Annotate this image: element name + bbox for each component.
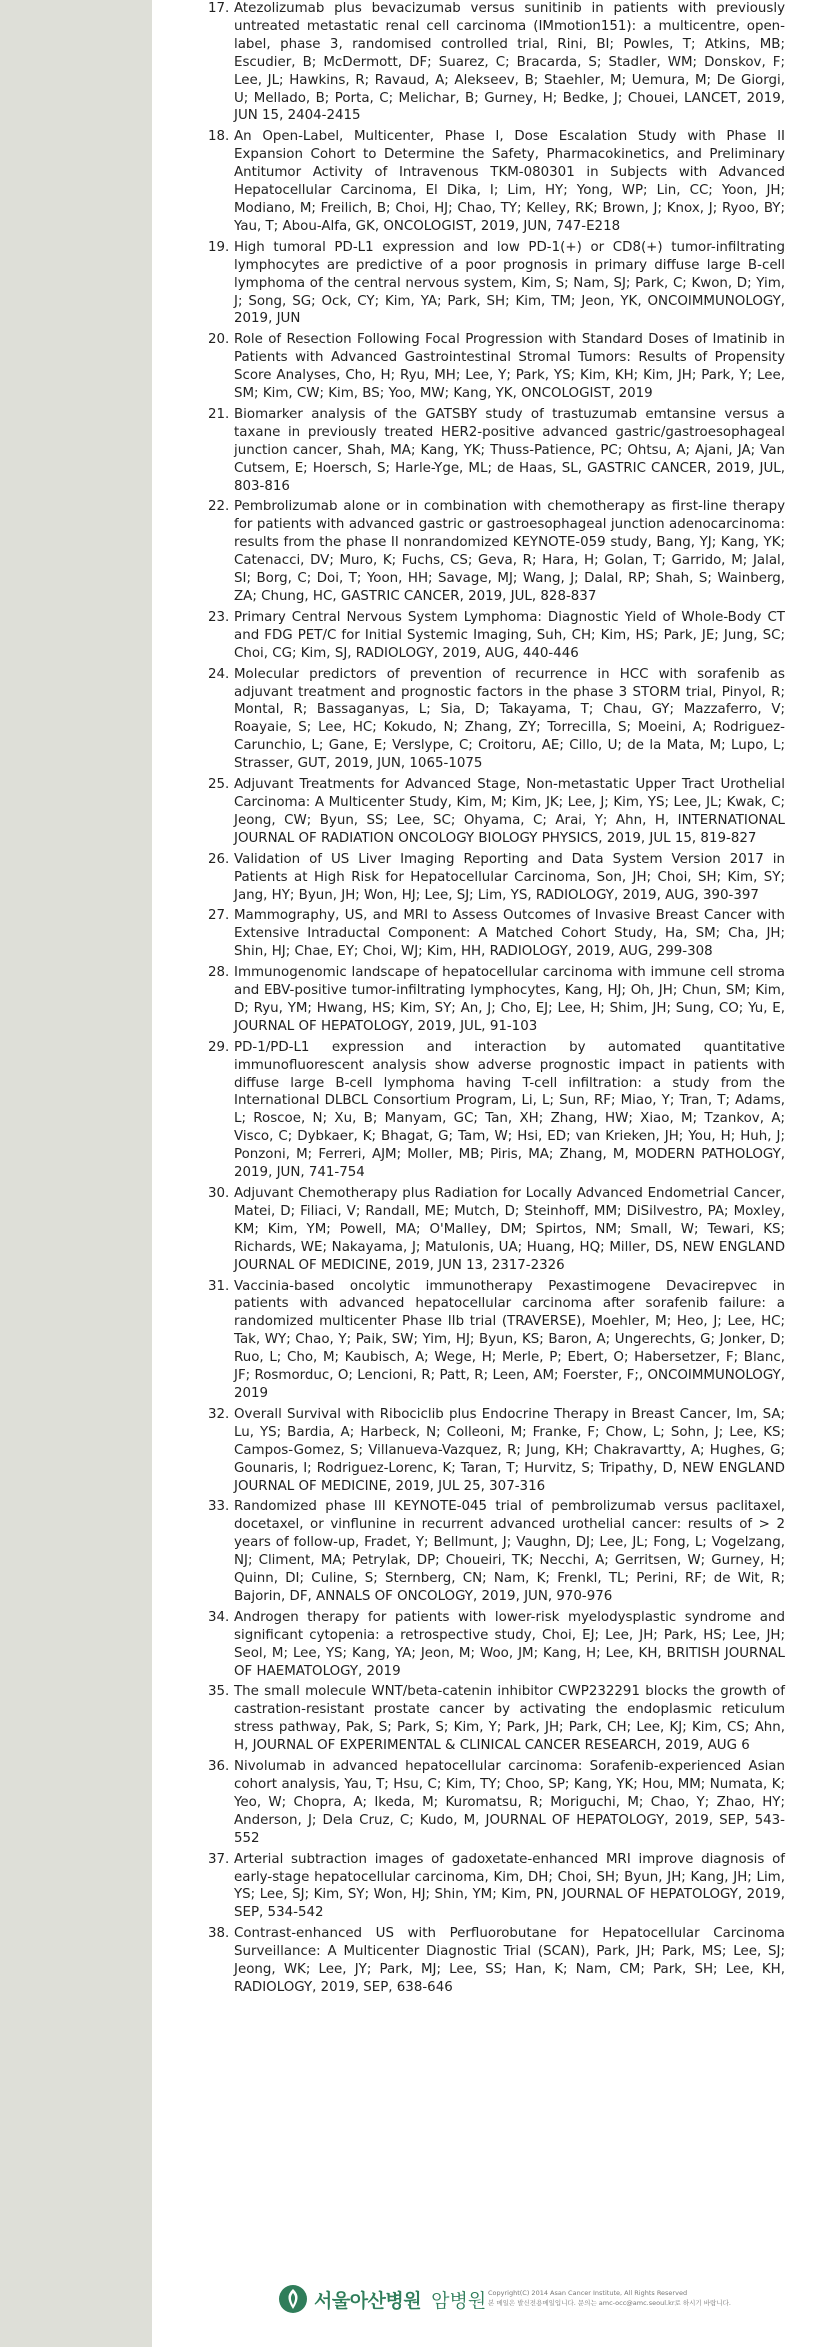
publication-citation: Randomized phase III KEYNOTE-045 trial of pembrolizumab versus paclitaxel, docetaxel, or vinflunine in recurrent advanced urothelial cancer: results of > 2 years of follow-up, Fradet, Y; Bellmunt, J; Vaughn, DJ; Lee, JL; Fong, L; Vogelzang, NJ; Climent, MA; Petrylak, DP; Choueiri, TK; Necchi, A; Gerritsen, W; Gurney, H; Quinn, DI; Culine, S; Sternberg, CN; Nam, K; Frenkl, TL; Perini, RF; de Wit, R; Bajorin, DF, ANNALS OF ONCOLOGY, 2019, JUN, 970-976: [234, 1499, 785, 1604]
publication-number: 33.: [208, 1499, 230, 1515]
publication-citation: Adjuvant Chemotherapy plus Radiation for Locally Advanced Endometrial Cancer, Matei, D; Filiaci, V; Randall, ME; Mutch, D; Steinhoff, MM; DiSilvestro, PA; Moxley, KM; Kim, YM; Powell, MA; O'Malley, DM; Spirtos, NM; Small, W; Tewari, KS; Richards, WE; Nakayama, J; Matulonis, UA; Huang, HQ; Miller, DS, NEW ENGLAND JOURNAL OF MEDICINE, 2019, JUN 13, 2317-2326: [234, 1186, 785, 1273]
publication-citation: The small molecule WNT/beta-catenin inhibitor CWP232291 blocks the growth of castration-resistant prostate cancer by activating the endoplasmic reticulum stress pathway, Pak, S; Park, S; Kim, Y; Park, JH; Park, CH; Lee, KJ; Kim, CS; Ahn, H, JOURNAL OF EXPERIMENTAL & CLINICAL CANCER RESEARCH, 2019, AUG 6: [234, 1684, 785, 1754]
publication-number: 38.: [208, 1926, 230, 1942]
publication-item: [208, 406, 785, 496]
publication-citation: Immunogenomic landscape of hepatocellular carcinoma with immune cell stroma and EBV-positive tumor-infiltrating lymphocytes, Kang, HJ; Oh, JH; Chun, SM; Kim, D; Ryu, YM; Hwang, HS; Kim, SY; An, J; Cho, EJ; Lee, H; Shim, JH; Sung, CO; Yu, E, JOURNAL OF HEPATOLOGY, 2019, JUL, 91-103: [234, 965, 785, 1034]
publication-number: 30.: [208, 1186, 230, 1201]
publication-citation: An Open-Label, Multicenter, Phase I, Dose Escalation Study with Phase II Expansion Cohort to Determine the Safety, Pharmacokinetics, and Preliminary Antitumor Activity of Intravenous TKM-080301 in Subjects with Advanced Hepatocellular Carcinoma, El Dika, I; Lim, HY; Yong, WP; Lin, CC; Yoon, JH; Modiano, M; Freilich, B; Choi, HJ; Chao, TY; Kelley, RK; Brown, J; Knox, J; Ryoo, BY; Yau, T; Abou-Alfa, GK, ONCOLOGIST, 2019, JUN, 747-E218: [234, 129, 785, 234]
publication-item: [208, 1039, 785, 1182]
publication-citation: Arterial subtraction images of gadoxetate-enhanced MRI improve diagnosis of early-stage hepatocellular carcinoma, Kim, DH; Choi, SH; Byun, JH; Kang, JH; Lim, YS; Lee, SJ; Kim, SY; Won, HJ; Shin, YM; Kim, PN, JOURNAL OF HEPATOLOGY, 2019, SEP, 534-542: [234, 1851, 785, 1921]
publication-citation: Role of Resection Following Focal Progression with Standard Doses of Imatinib in Patients with Advanced Gastrointestinal Stromal Tumors: Results of Propensity Score Analyses, Cho, H; Ryu, MH; Lee, Y; Park, YS; Kim, KH; Kim, JH; Park, Y; Lee, SM; Kim, CW; Kim, BS; Yoo, MW; Kang, YK, ONCOLOGIST, 2019: [234, 332, 785, 402]
publication-item: [208, 1406, 785, 1496]
publication-citation: Molecular predictors of prevention of recurrence in HCC with sorafenib as adjuvant treatment and prognostic factors in the phase 3 STORM trial, Pinyol, R; Montal, R; Bassaganyas, L; Sia, D; Takayama, T; Chau, GY; Mazzaferro, V; Roayaie, S; Lee, HC; Kokudo, N; Zhang, ZY; Torrecilla, S; Moeini, A; Rodriguez-Carunchio, L; Gane, E; Verslype, C; Croitoru, AE; Cillo, U; de la Mata, M; Lupo, L; Strasser, GUT, 2019, JUN, 1065-1075: [234, 666, 785, 772]
publication-number: 19.: [208, 239, 230, 255]
publication-citation: Adjuvant Treatments for Advanced Stage, Non-metastatic Upper Tract Urothelial Carcinoma: A Multicenter Study, Kim, M; Kim, JK; Lee, J; Kim, YS; Lee, JL; Kwak, C; Jeong, CW; Byun, SS; Lee, SC; Ohyama, C; Arai, Y; Ahn, H, INTERNATIONAL JOURNAL OF RADIATION ONCOLOGY BIOLOGY PHYSICS, 2019, JUL 15, 819-827: [234, 777, 785, 846]
publication-citation: Androgen therapy for patients with lower-risk myelodysplastic syndrome and significant cytopenia: a retrospective study, Choi, EJ; Lee, JH; Park, HS; Lee, JH; Seol, M; Lee, YS; Kang, YA; Jeon, M; Woo, JM; Kang, H; Lee, KH, BRITISH JOURNAL OF HAEMATOLOGY, 2019: [234, 1609, 785, 1679]
publication-citation: Mammography, US, and MRI to Assess Outcomes of Invasive Breast Cancer with Extensive Intraductal Component: A Matched Cohort Study, Ha, SM; Cha, JH; Shin, HJ; Chae, EY; Choi, WJ; Kim, HH, RADIOLOGY, 2019, AUG, 299-308: [234, 908, 785, 960]
publication-item: [208, 609, 785, 663]
publication-number: 34.: [208, 1609, 230, 1625]
publication-citation: Biomarker analysis of the GATSBY study of trastuzumab emtansine versus a taxane in previously treated HER2-positive advanced gastric/gastroesophageal junction cancer, Shah, MA; Kang, YK; Thuss-Patience, PC; Ohtsu, A; Ajani, JA; Van Cutsem, E; Hoersch, S; Harle-Yge, ML; de Haas, SL, GASTRIC CANCER, 2019, JUL, 803-816: [234, 406, 785, 494]
publication-item: [208, 0, 785, 125]
publication-item: [208, 907, 785, 961]
publication-number: 25.: [208, 777, 230, 793]
document-body: [152, 0, 840, 2347]
publication-number: 29.: [208, 1039, 230, 1055]
publication-citation: High tumoral PD-L1 expression and low PD-1(+) or CD8(+) tumor-infiltrating lymphocytes are predictive of a poor prognosis in primary diffuse large B-cell lymphoma of the central nervous system, Kim, S; Nam, SJ; Park, C; Kwon, D; Yim, J; Song, SG; Ock, CY; Kim, YA; Park, SH; Kim, TM; Jeon, YK, ONCOIMMUNOLOGY, 2019, JUN: [234, 239, 785, 327]
logo-subtitle: 암병원: [431, 2289, 487, 2312]
copyright-line-1: Copyright(C) 2014 Asan Cancer Institute, All Rights Reserved: [488, 2289, 688, 2297]
left-margin-band: [0, 0, 152, 2347]
publication-number: 36.: [208, 1759, 230, 1775]
publication-item: [208, 776, 785, 848]
publication-number: 21.: [208, 406, 230, 422]
publication-number: 31.: [208, 1278, 230, 1294]
publication-citation: Vaccinia-based oncolytic immunotherapy Pexastimogene Devacirepvec in patients with advanced hepatocellular carcinoma after sorafenib failure: a randomized multicenter Phase IIb trial (TRAVERSE), Moehler, M; Heo, J; Lee, HC; Tak, WY; Chao, Y; Paik, SW; Yim, HJ; Byun, KS; Baron, A; Ungerechts, G; Jonker, D; Ruo, L; Cho, M; Kaubisch, A; Wege, H; Merle, P; Ebert, O; Habersetzer, F; Blanc, JF; Rosmorduc, O; Lencioni, R; Patt, R; Leen, AM; Foerster, F;, ONCOIMMUNOLOGY, 2019: [234, 1278, 785, 1401]
publication-item: [208, 1758, 785, 1848]
copyright-line-2: 본 메일은 발신전용메일입니다. 문의는 amc-occ@amc.seoul.kr로 하시기 바랍니다.: [488, 2299, 731, 2307]
publication-number: 37.: [208, 1851, 230, 1867]
publication-citation: Pembrolizumab alone or in combination with chemotherapy as first-line therapy for patients with advanced gastric or gastroesophageal junction adenocarcinoma: results from the phase II nonrandomized KEYNOTE-059 study, Bang, YJ; Kang, YK; Catenacci, DV; Muro, K; Fuchs, CS; Geva, R; Hara, H; Golan, T; Garrido, M; Jalal, SI; Borg, C; Doi, T; Yoon, HH; Savage, MJ; Wang, J; Dalal, RP; Shah, S; Wainberg, ZA; Chung, HC, GASTRIC CANCER, 2019, JUL, 828-837: [234, 499, 785, 604]
publication-citation: Atezolizumab plus bevacizumab versus sunitinib in patients with previously untreated metastatic renal cell carcinoma (IMmotion151): a multicentre, open-label, phase 3, randomised controlled trial, Rini, BI; Powles, T; Atkins, MB; Escudier, B; McDermott, DF; Suarez, C; Bracarda, S; Stadler, WM; Donskov, F; Lee, JL; Hawkins, R; Ravaud, A; Alekseev, B; Staehler, M; Uemura, M; De Giorgi, U; Mellado, B; Porta, C; Melichar, B; Gurney, H; Bedke, J; Chouei, LANCET, 2019, JUN 15, 2404-2415: [234, 1, 785, 124]
publication-list: [152, 0, 840, 1997]
publication-item: [208, 1609, 785, 1681]
publication-item: [208, 1925, 785, 1997]
publication-item: [208, 1498, 785, 1605]
publication-item: [208, 666, 785, 773]
publication-item: [208, 851, 785, 905]
publication-citation: Nivolumab in advanced hepatocellular carcinoma: Sorafenib-experienced Asian cohort analysis, Yau, T; Hsu, C; Kim, TY; Choo, SP; Kang, YK; Hou, MM; Numata, K; Yeo, W; Chopra, A; Ikeda, M; Kuromatsu, R; Moriguchi, M; Chao, Y; Zhao, HY; Anderson, J; Dela Cruz, C; Kudo, M, JOURNAL OF HEPATOLOGY, 2019, SEP, 543-552: [234, 1759, 785, 1846]
publication-citation: Validation of US Liver Imaging Reporting and Data System Version 2017 in Patients at High Risk for Hepatocellular Carcinoma, Son, JH; Choi, SH; Kim, SY; Jang, HY; Byun, JH; Won, HJ; Lee, SJ; Lim, YS, RADIOLOGY, 2019, AUG, 390-397: [234, 851, 785, 903]
copyright: [488, 2288, 731, 2308]
asan-medical-center-logo-icon: [278, 2284, 308, 2314]
publication-item: [208, 498, 785, 605]
publication-item: [208, 1278, 785, 1403]
publication-number: 35.: [208, 1684, 230, 1700]
publication-item: [208, 1683, 785, 1755]
hospital-logo[interactable]: [278, 2284, 486, 2314]
publication-item: [208, 239, 785, 329]
publication-citation: Primary Central Nervous System Lymphoma: Diagnostic Yield of Whole-Body CT and FDG PET/C for Initial Systemic Imaging, Suh, CH; Kim, HS; Park, JE; Jung, SC; Choi, CG; Kim, SJ, RADIOLOGY, 2019, AUG, 440-446: [234, 609, 785, 661]
publication-citation: Contrast-enhanced US with Perfluorobutane for Hepatocellular Carcinoma Surveillance: A Multicenter Diagnostic Trial (SCAN), Park, JH; Park, MS; Lee, SJ; Jeong, WK; Lee, JY; Park, MJ; Lee, SS; Han, K; Nam, CM; Park, SH; Lee, KH, RADIOLOGY, 2019, SEP, 638-646: [234, 1926, 785, 1995]
publication-number: 20.: [208, 332, 230, 348]
logo-text: 서울아산병원: [314, 2289, 422, 2312]
publication-number: 27.: [208, 908, 230, 924]
publication-item: [208, 128, 785, 235]
publication-citation: Overall Survival with Ribociclib plus Endocrine Therapy in Breast Cancer, Im, SA; Lu, YS; Bardia, A; Harbeck, N; Colleoni, M; Franke, F; Chow, L; Sohn, J; Lee, KS; Campos-Gomez, S; Villanueva-Vazquez, R; Jung, KH; Chakravartty, A; Hughes, G; Gounaris, I; Rodriguez-Lorenc, K; Taran, T; Hurvitz, S; Tripathy, D, NEW ENGLAND JOURNAL OF MEDICINE, 2019, JUL 25, 307-316: [234, 1406, 785, 1494]
publication-number: 28.: [208, 965, 230, 981]
publication-number: 26.: [208, 851, 230, 867]
publication-number: 17.: [208, 1, 230, 16]
publication-number: 23.: [208, 609, 230, 625]
publication-citation: PD-1/PD-L1 expression and interaction by automated quantitative immunofluorescent analysis show adverse prognostic impact in patients with diffuse large B-cell lymphoma having T-cell infiltration: a study from the International DLBCL Consortium Program, Li, L; Sun, RF; Miao, Y; Tran, T; Adams, L; Roscoe, N; Xu, B; Manyam, GC; Tan, XH; Zhang, HW; Xiao, M; Tzankov, A; Visco, C; Dybkaer, K; Bhagat, G; Tam, W; Hsi, ED; van Krieken, JH; You, H; Huh, J; Ponzoni, M; Ferreri, AJM; Moller, MB; Piris, MA; Zhang, M, MODERN PATHOLOGY, 2019, JUN, 741-754: [234, 1039, 785, 1181]
publication-item: [208, 964, 785, 1036]
publication-number: 24.: [208, 666, 230, 682]
publication-number: 18.: [208, 129, 230, 145]
footer: [152, 2278, 840, 2328]
publication-number: 32.: [208, 1406, 230, 1422]
publication-item: [208, 331, 785, 403]
publication-item: [208, 1851, 785, 1923]
publication-item: [208, 1185, 785, 1275]
publication-number: 22.: [208, 499, 230, 515]
